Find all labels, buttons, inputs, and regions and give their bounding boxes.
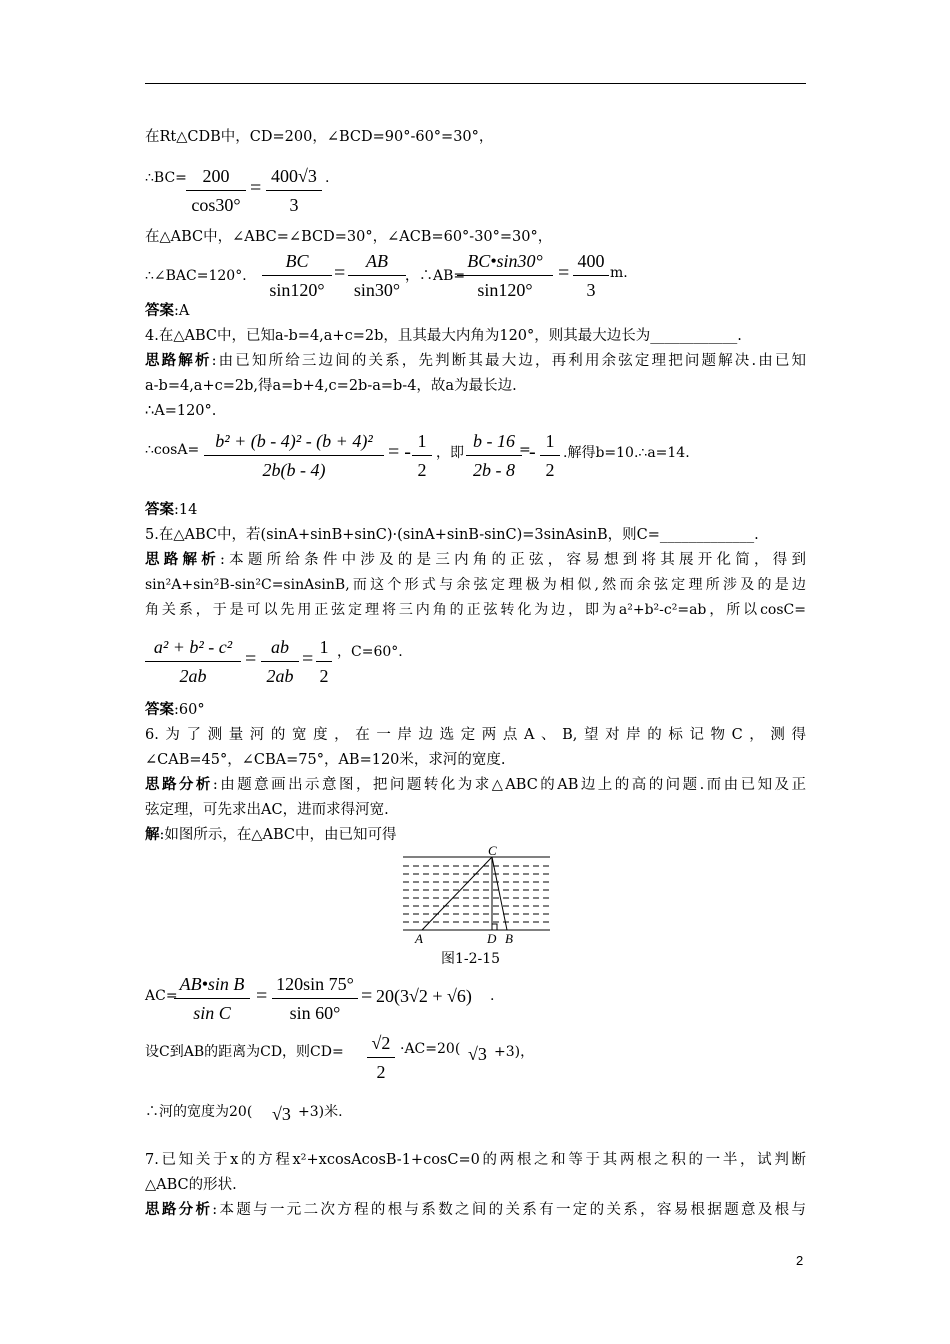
numerator: 1 [545,431,555,451]
analysis-line: 角关系，于是可以先用正弦定理将三内角的正弦转化为边，即为a²+b²-c²=ab，所以cosC= [145,602,806,618]
label-c: C [488,843,497,858]
answer-value: :60° [174,702,205,718]
analysis-line [145,1200,806,1220]
fraction [466,431,522,481]
analysis-line [145,550,806,570]
numerator: AB [366,251,388,271]
numerator: 400 [577,251,605,271]
denominator: cos30° [186,190,246,216]
equals-sign: = [302,648,314,670]
denominator: sin120° [262,275,332,301]
label-b: B [505,931,513,946]
denominator: sin120° [457,275,553,301]
numerator: 200 [202,166,230,186]
analysis-text: :本题与一元二次方程的根与系数之间的关系有一定的关系，容易根据题意及根与 [212,1202,806,1218]
ac-result: 20(3√2 + √6) [376,986,472,1006]
denominator: 3 [573,275,609,301]
equals-sign: = [558,262,570,284]
equals-sign: = [361,985,373,1007]
denominator: 2 [412,455,432,481]
answer-line [145,700,205,720]
denominator: 2 [316,661,332,687]
question-5: 5.在△ABC中，若(sinA+sinB+sinC)·(sinA+sinB-sinC)=3sinAsinB，则C=_____________. [145,527,759,543]
numerator: √2 [371,1033,391,1053]
formula-prefix: AC= [145,988,178,1004]
numerator: b - 16 [473,431,515,451]
solution-label: 解 [145,827,160,843]
equals-sign: = [245,648,257,670]
analysis-line [145,775,806,795]
question-6-cont: ∠CAB=45°，∠CBA=75°，AB=120米，求河的宽度. [145,752,506,768]
formula-text: +3)， [494,1044,535,1060]
fraction [272,974,358,1024]
period: . [490,988,495,1004]
denominator: 2b - 8 [466,455,522,481]
figure-caption: 图1-2-15 [441,951,501,967]
numerator: 1 [319,637,329,657]
formula-text: +3)米. [298,1104,343,1120]
answer-line [145,301,189,321]
numerator: b² + (b - 4)² - (b + 4)² [215,431,373,451]
fraction [316,637,332,687]
fraction [186,166,246,216]
formula-text: ，即 [436,445,464,461]
formula-text: .解得b=10.∴a=14. [563,445,690,461]
formula-prefix: ∴cosA= [145,442,200,458]
answer-label: 答案 [145,303,174,319]
numerator: a² + b² - c² [153,637,233,657]
analysis-line: ∴A=120°. [145,403,217,419]
fraction [573,251,609,301]
formula-text: ，∴AB= [405,268,466,284]
answer-line [145,500,197,520]
text-line: 在△ABC中，∠ABC=∠BCD=30°，∠ACB=60°-30°=30°， [145,229,553,245]
numerator: 400√3 [271,166,317,186]
analysis-text: :由已知所给三边间的关系，先判断其最大边，再利用余弦定理把问题解决.由已知 [211,353,807,369]
fraction [204,431,384,481]
numerator: ab [271,637,289,657]
answer-label: 答案 [145,502,174,518]
fraction [412,431,432,481]
equals-sign: = [250,177,262,199]
fraction [174,974,250,1024]
label-d: D [487,931,497,946]
fraction [348,251,406,301]
answer-value: :14 [174,502,198,518]
analysis-line: a-b=4,a+c=2b,得a=b+4,c=2b-a=b-4，故a为最长边. [145,378,517,394]
numerator: 120sin 75° [276,974,354,994]
question-4: 4.在△ABC中，已知a-b=4,a+c=2b，且其最大内角为120°，则其最大边长为____________. [145,328,742,344]
equals-minus: = - [388,441,411,463]
numerator: BC•sin30° [467,251,543,271]
analysis-label: 思路分析 [145,1202,213,1218]
fraction [266,166,322,216]
formula-prefix: ∴∠BAC=120°． [145,268,257,284]
solution-text: :如图所示，在△ABC中，由已知可得 [159,827,397,843]
denominator: 2 [540,455,560,481]
formula-prefix: ∴BC= [145,170,187,186]
equals-sign: = [519,442,531,458]
answer-value: :A [174,303,190,319]
minus-sign: - [529,441,536,463]
numerator: 1 [417,431,427,451]
denominator: sin C [174,998,250,1024]
question-7-cont: △ABC的形状. [145,1177,237,1193]
solution-line [145,825,397,845]
analysis-text: :本题所给条件中涉及的是三内角的正弦，容易想到将其展开化简，得到 [219,552,806,568]
formula-text: ·AC=20( [400,1041,461,1057]
denominator: 2b(b - 4) [204,455,384,481]
denominator: sin30° [348,275,406,301]
fraction [540,431,560,481]
question-6: 6.为了测量河的宽度，在一岸边选定两点A、B,望对岸的标记物C，测得 [145,727,806,743]
analysis-line [145,351,806,371]
denominator: 2ab [145,661,241,687]
sqrt-three: √3 [272,1104,291,1124]
denominator: 2 [367,1057,395,1083]
label-a: A [415,931,423,946]
formula-text: ，C=60°. [337,644,403,660]
period: . [325,170,330,186]
numerator: AB•sin B [179,974,245,994]
header-rule [145,83,806,84]
analysis-label: 思路分析 [145,777,213,793]
analysis-line: 弦定理，可先求出AC，进而求得河宽. [145,802,389,818]
analysis-line: sin²A+sin²B-sin²C=sinAsinB,而这个形式与余弦定理极为相似,然而余弦定理所涉及的是边 [145,577,806,593]
numerator: BC [285,251,309,271]
equals-sign: = [256,985,268,1007]
formula-prefix: ∴河的宽度为20( [145,1104,253,1120]
analysis-text: :由题意画出示意图，把问题转化为求△ABC的AB边上的高的问题.而由已知及正 [212,777,807,793]
fraction [145,637,241,687]
fraction [262,251,332,301]
answer-label: 答案 [145,702,174,718]
sqrt-three: √3 [468,1044,487,1064]
unit: m. [610,265,628,281]
analysis-label: 思路解析 [145,353,212,369]
fraction [261,637,299,687]
denominator: 3 [266,190,322,216]
question-7: 7.已知关于x的方程x²+xcosAcosB-1+cosC=0的两根之和等于其两根之积的一半，试判断 [145,1152,806,1168]
denominator: 2ab [261,661,299,687]
fraction [457,251,553,301]
equals-sign: = [334,262,346,284]
page-number: 2 [796,1253,804,1268]
text-line: 在Rt△CDB中，CD=200，∠BCD=90°-60°=30°， [145,129,494,145]
analysis-label: 思路解析 [145,552,220,568]
formula-prefix: 设C到AB的距离为CD，则CD= [145,1044,344,1060]
river-diagram [395,843,560,948]
fraction [367,1033,395,1083]
denominator: sin 60° [272,998,358,1024]
